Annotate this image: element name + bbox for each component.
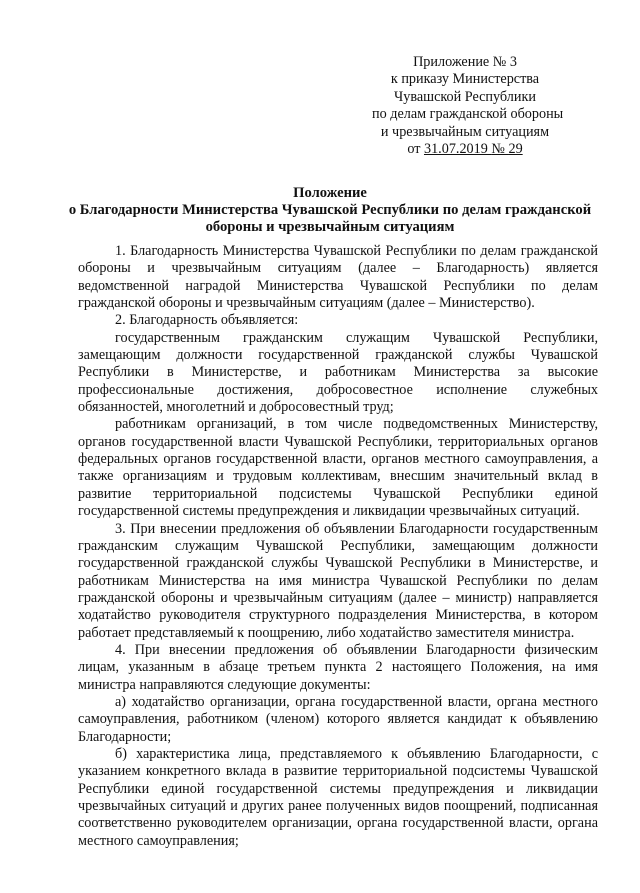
attachment-line-4: по делам гражданской обороны (372, 106, 564, 123)
document-title (60, 185, 600, 236)
title-line-3: обороны и чрезвычайным ситуациям (205, 219, 455, 235)
attachment-line-2: к приказу Министерства (390, 71, 540, 88)
paragraph-4: работникам организаций, в том числе подведомственных Министерству, органов государственной власти Чувашской Республики, территориальных органов федеральных органов государственной власти, органов местного самоуправления, а также организациям и трудовым коллективам, внесшим значительный вклад в развитие территориальной подсистемы Чувашской Республики единой государственной системы предупреждения и ликвидации чрезвычайных ситуаций. (78, 416, 598, 520)
attachment-line-3: Чувашской Республики (394, 88, 536, 105)
order-date-line (372, 141, 558, 158)
attachment-header (372, 54, 564, 158)
attachment-line-5: и чрезвычайным ситуациям (380, 123, 550, 140)
paragraph-8: б) характеристика лица, представляемого к объявлению Благодарности, с указанием конкретного вклада в развитие территориальной подсистемы Чувашской Республики единой государственной системы предупреждения и ликвидации чрезвычайных ситуаций и других ранее полученных видов поощрений, подписанная соответственно руководителем организации, органа государственной власти, органа местного самоуправления; (78, 745, 598, 849)
paragraph-3: государственным гражданским служащим Чувашской Республики, замещающим должности государственной гражданской службы Чувашской Республики в Министерстве, и работникам Министерства за высокие профессиональные достижения, добросовестное исполнение служебных обязанностей, многолетний и добросовестный труд; (78, 329, 598, 416)
paragraph-2: 2. Благодарность объявляется: (115, 312, 299, 329)
paragraph-1: 1. Благодарность Министерства Чувашской Республики по делам гражданской обороны и чрезвычайным ситуациям (далее – Благодарность) является ведомственной наградой Министерства Чувашской Республики по делам гражданской обороны и чрезвычайным ситуациям (далее – Министерство). (78, 243, 598, 312)
paragraph-5: 3. При внесении предложения об объявлении Благодарности государственным гражданским служащим Чувашской Республики, замещающим должности государственной гражданской службы Чувашской Республики в Министерстве, и работникам Министерства на имя министра Чувашской Республики по делам гражданской обороны и чрезвычайным ситуациям (далее – министр) направляется ходатайство руководителя структурного подразделения Министерства, в котором работает представляемый к поощрению, либо ходатайство заместителя министра. (78, 520, 598, 641)
paragraph-7: а) ходатайство организации, органа государственной власти, органа местного самоуправления, работником (членом) которого является кандидат к объявлению Благодарности; (78, 693, 598, 745)
paragraph-6: 4. При внесении предложения об объявлении Благодарности физическим лицам, указанным в абзаце третьем пункта 2 настоящего Положения, на имя министра направляются следующие документы: (78, 641, 598, 693)
number-prefix: № (491, 141, 509, 158)
order-date: 31.07.2019 (423, 141, 492, 158)
order-number: 29 (508, 141, 523, 158)
title-line-1: Положение (293, 185, 367, 201)
document-body (78, 243, 598, 850)
title-line-2: о Благодарности Министерства Чувашской Республики по делам гражданской (68, 202, 592, 218)
attachment-line-1: Приложение № 3 (413, 54, 517, 70)
date-prefix: от (407, 141, 424, 158)
